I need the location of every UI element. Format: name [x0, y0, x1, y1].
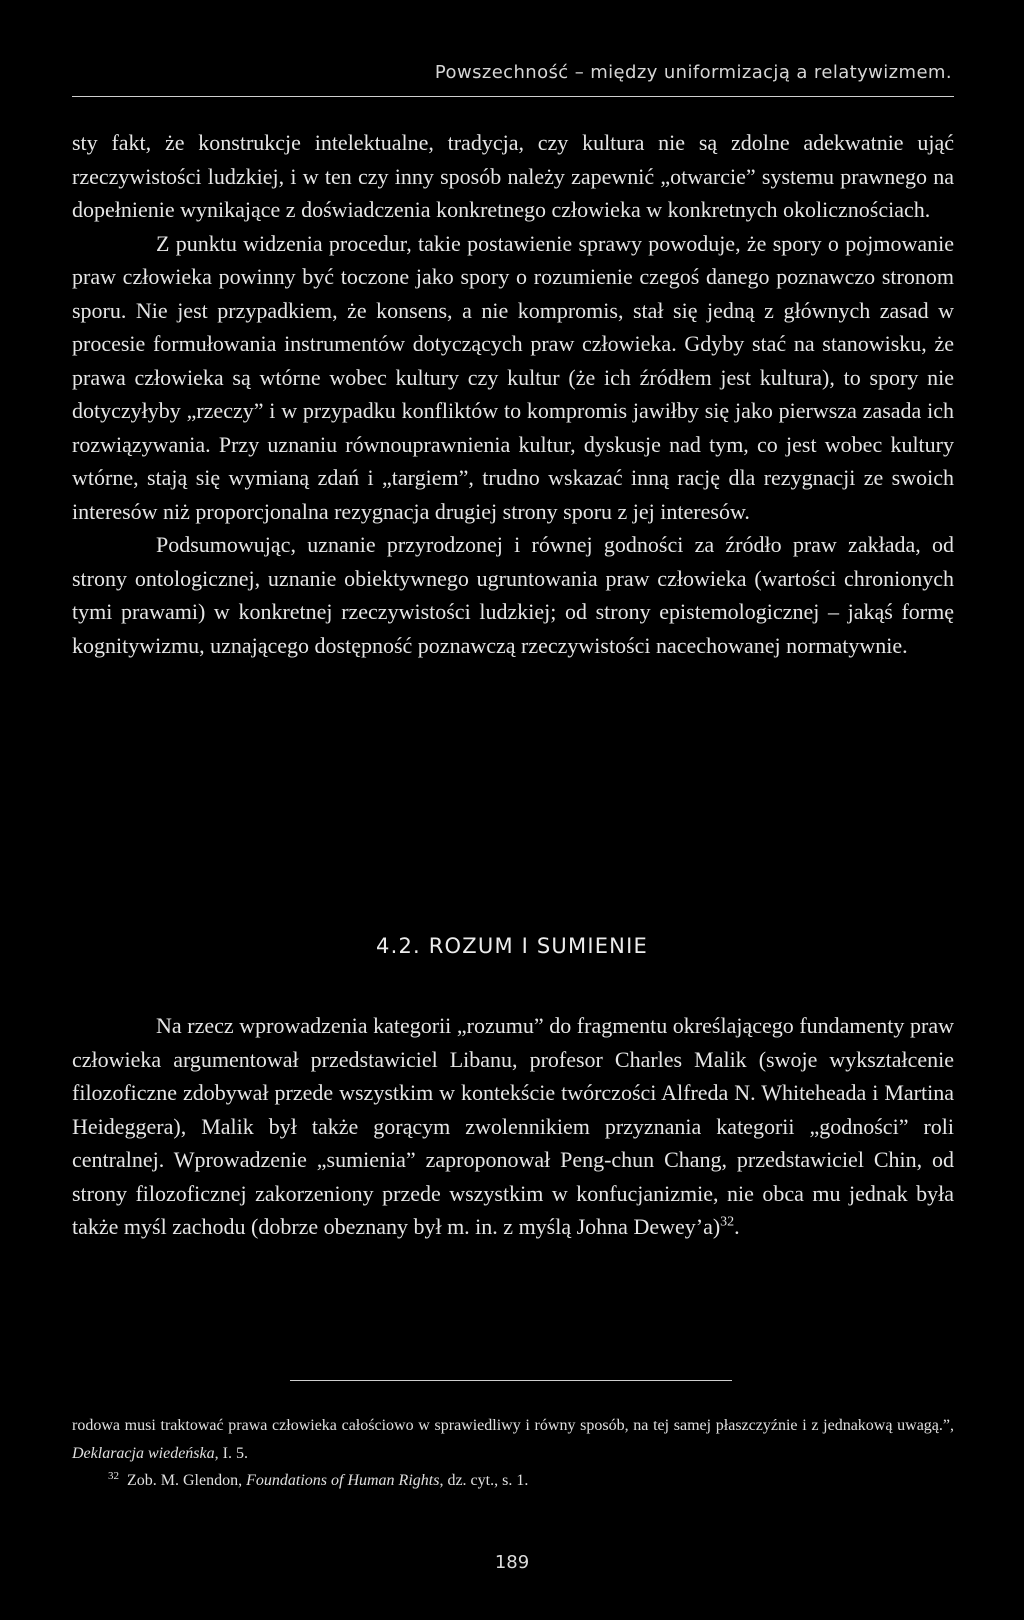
footnote-32 — [72, 1467, 954, 1495]
paragraph-procedures: Z punktu widzenia procedur, takie postawienie sprawy powoduje, że spory o pojmowanie praw człowieka powinny być toczone jako spory o rozumienie czegoś danego poznawczo stronom sporu. Nie jest przypadkiem, że konsens, a nie kompromis, stał się jedną z głównych zasad w procesie formułowania instrumentów dotyczących praw człowieka. Gdyby stać na stanowisku, że prawa człowieka są wtórne wobec kultury czy kultur (że ich źródłem jest kultura), to spory nie dotyczyłyby „rzeczy” i w przypadku konfliktów to kompromis jawiłby się jako pierwsza zasada ich rozwiązywania. Przy uznaniu równouprawnienia kultur, dyskusje nad tym, co jest wobec kultury wtórne, stają się wymianą zdań i „targiem”, trudno wskazać inną rację dla rezygnacji ze swoich interesów niż proporcjonalna rezygnacja drugiej strony sporu z jej interesów. — [72, 230, 954, 524]
footnote-continuation-text: rodowa musi traktować prawa człowieka całościowo w sprawiedliwy i równy sposób, na tej samej płaszczyźnie i z jednakową uwagą.”, — [72, 1417, 954, 1434]
intro-text — [72, 126, 954, 662]
section-body — [72, 1009, 954, 1244]
paragraph-summary: Podsumowując, uznanie przyrodzonej i równej godności za źródło praw zakłada, od strony ontologicznej, uznanie obiektywnego ugruntowania praw człowieka (wartości chronionych tymi prawami) w konkretnej rzeczywistości ludzkiej; od strony epistemologicznej – jakąś formę kognitywizmu, uznającego dostępność poznawczą rzeczywistości nacechowanej normatywnie. — [72, 532, 954, 658]
paragraph-continuation: sty fakt, że konstrukcje intelektualne, tradycja, czy kultura nie są zdolne adekwatnie ująć rzeczywistości ludzkiej, i w ten czy inny sposób należy zapewnić „otwarcie” systemu prawnego na dopełnienie wynikające z doświadczenia konkretnego człowieka w konkretnych okolicznościach. — [72, 130, 954, 222]
footnote-suffix: , dz. cyt., s. 1. — [439, 1472, 529, 1489]
paragraph-text: Na rzecz wprowadzenia kategorii „rozumu” do fragmentu określającego fundamenty praw człowieka argumentował przedstawiciel Libanu, profesor Charles Malik (swoje wykształcenie filozoficzne zdobywał przede wszystkim w kontekście twórczości Alfreda N. Whiteheada i Martina Heideggera), Malik był także gorącym zwolennikiem przyznania kategorii „godności” roli centralnej. Wprowadzenie „sumienia” zaproponował Peng-chun Chang, przedstawiciel Chin, od strony filozoficznej zakorzeniony przede wszystkim w konfucjanizmie, nie obca mu jednak była także myśl zachodu (dobrze obeznany był m. in. z myślą Johna Dewey’a) — [72, 1013, 954, 1239]
section-heading: 4.2. ROZUM I SUMIENIE — [376, 934, 648, 958]
paragraph-end: . — [734, 1214, 740, 1239]
footnote-reference: 32 — [720, 1214, 735, 1230]
page-number: 189 — [494, 1552, 530, 1573]
running-header: Powszechność – między uniformizacją a relatywizmem. — [434, 62, 952, 83]
footnotes — [72, 1412, 954, 1495]
footnote-rule — [290, 1380, 732, 1381]
footnote-continuation-end: , I. 5. — [214, 1444, 248, 1462]
footnote-continuation-title: Deklaracja wiedeńska — [72, 1444, 215, 1462]
footnote-continuation — [72, 1412, 954, 1467]
footnote-number: 32 — [108, 1469, 119, 1482]
header-rule — [72, 96, 954, 97]
paragraph-reason-conscience — [72, 1009, 954, 1244]
footnote-prefix: Zob. M. Glendon, — [127, 1472, 247, 1489]
footnote-title: Foundations of Human Rights — [246, 1472, 440, 1489]
